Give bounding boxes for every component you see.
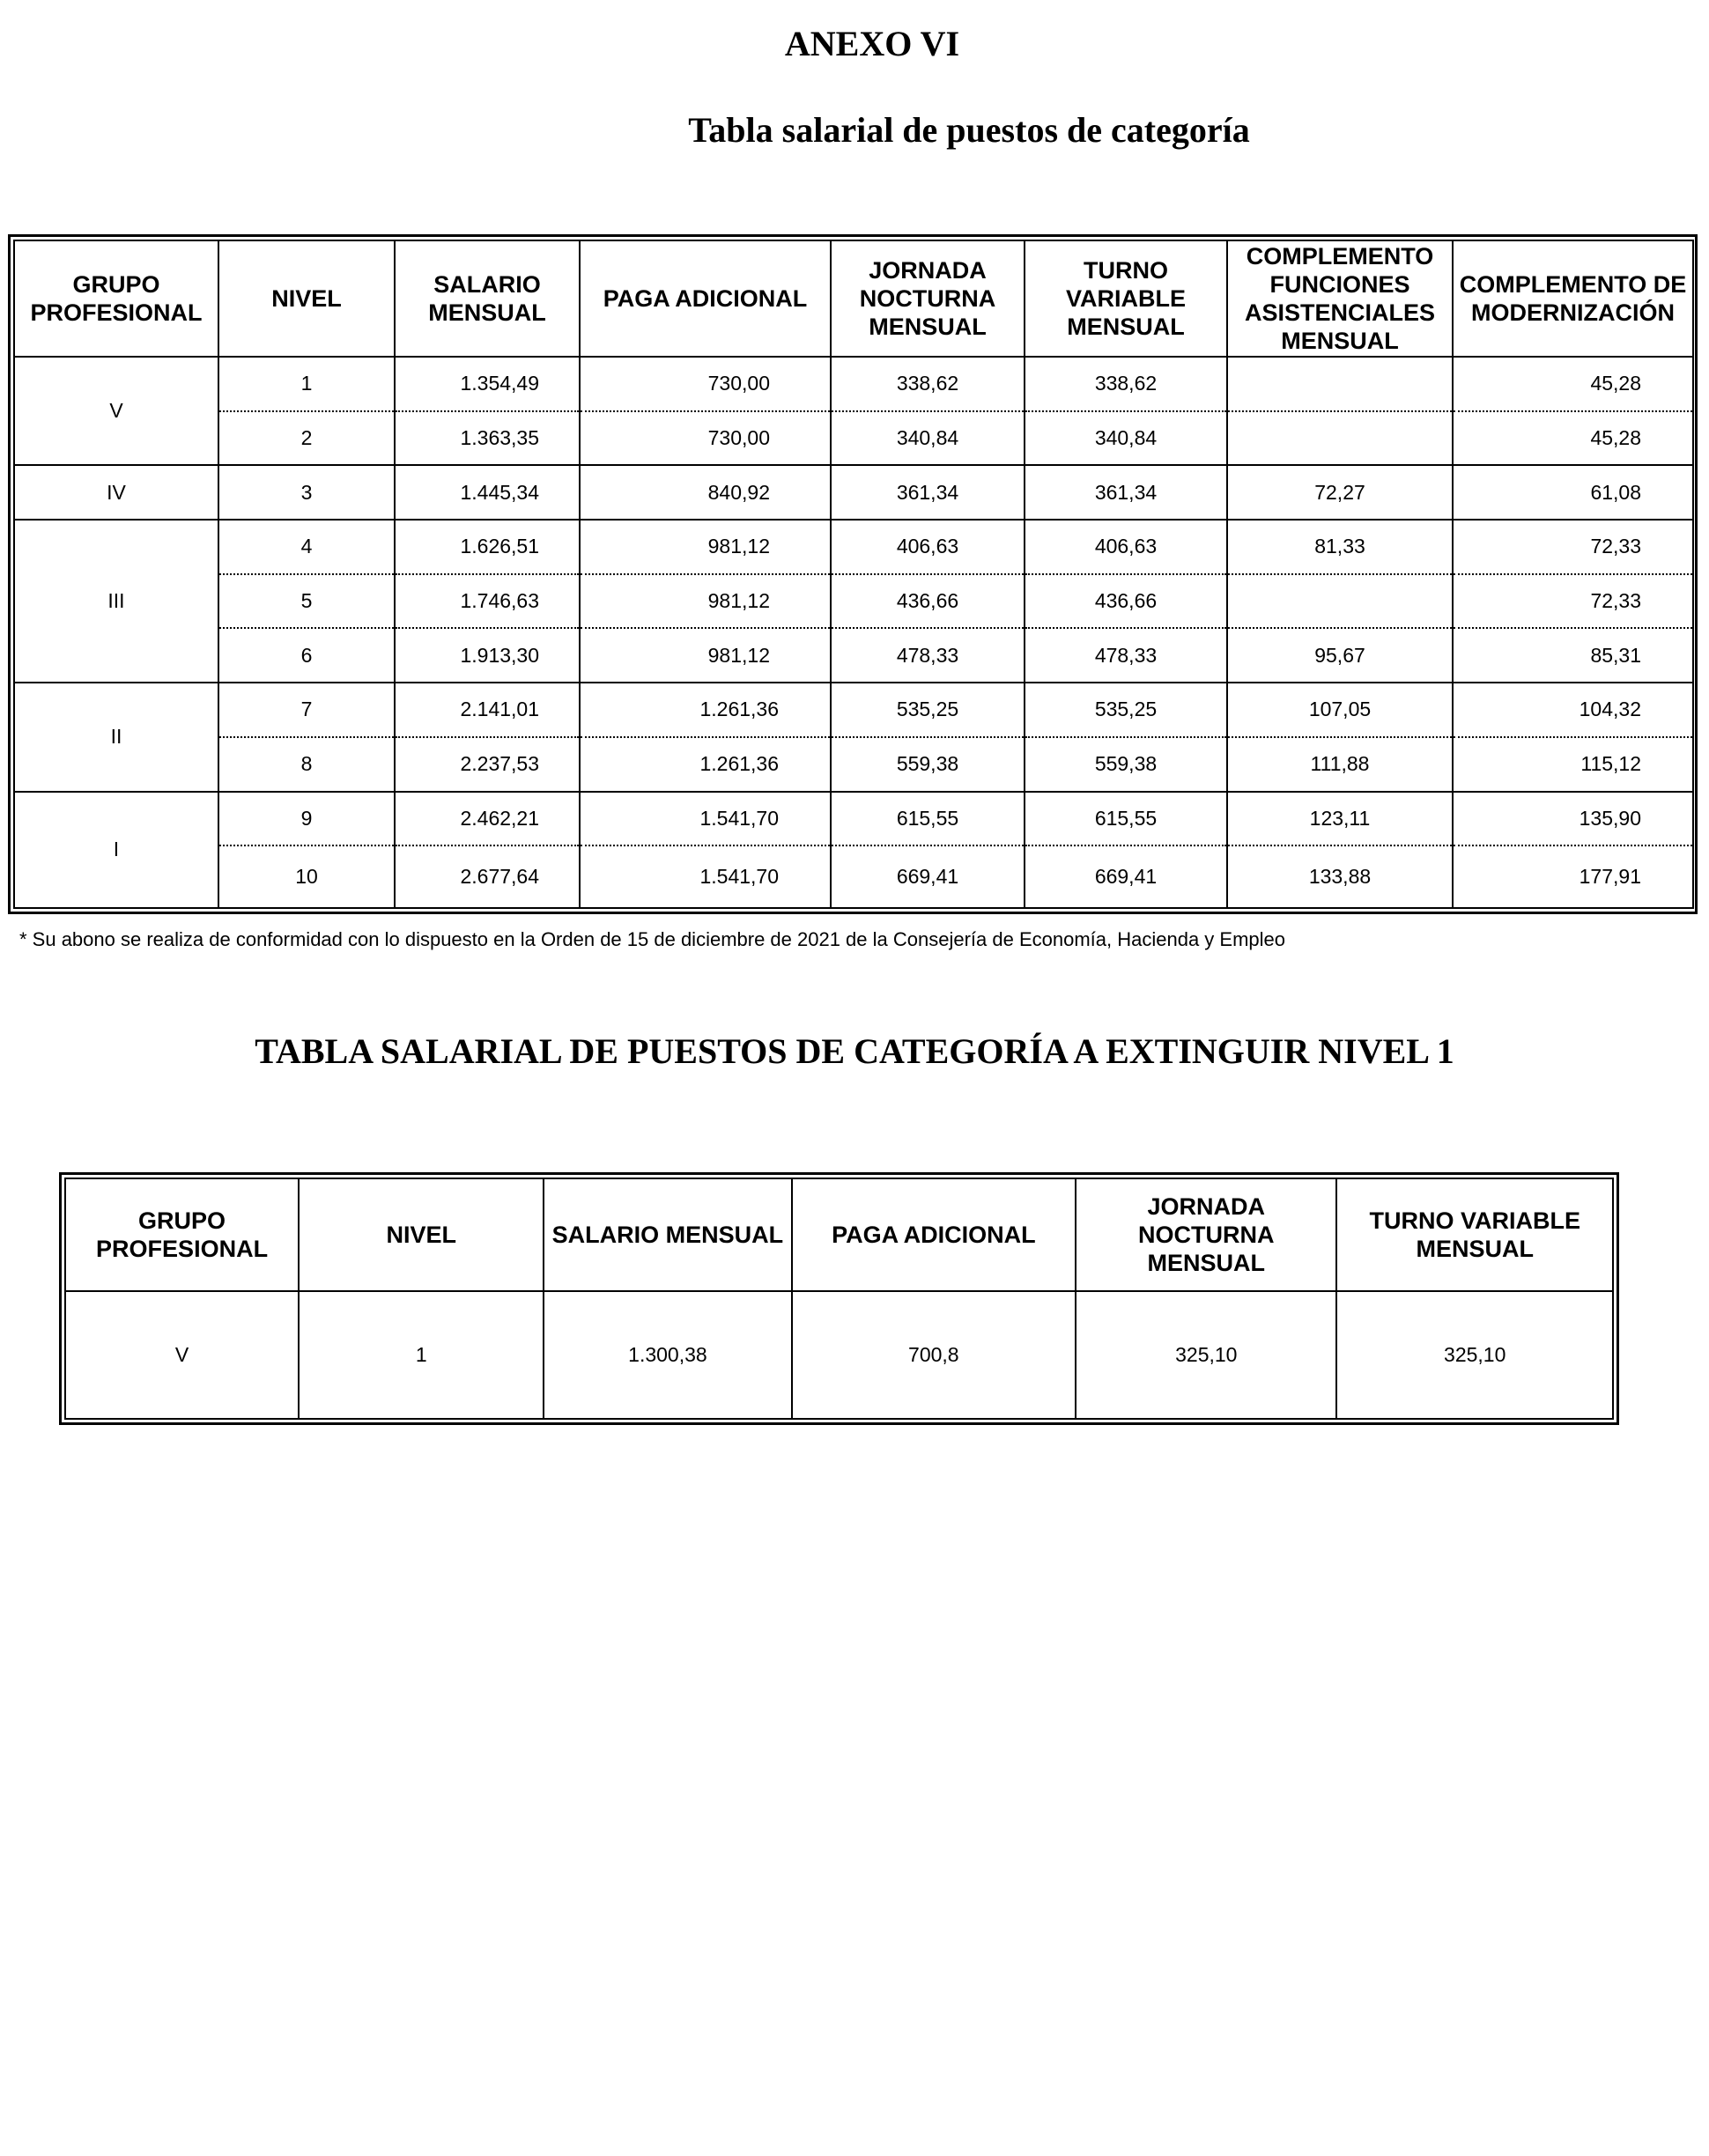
annex-title: ANEXO VI [784, 24, 960, 63]
table-row [14, 411, 1693, 466]
paga-cell: 981,12 [580, 574, 831, 629]
jornada-cell: 325,10 [1076, 1291, 1336, 1419]
table-row [65, 1291, 1613, 1419]
turno-cell: 535,25 [1025, 683, 1227, 737]
table-header-row [14, 240, 1693, 357]
table-row [14, 628, 1693, 683]
turno-cell: 361,34 [1025, 465, 1227, 520]
jornada-cell: 338,62 [831, 357, 1025, 411]
paga-cell: 1.541,70 [580, 845, 831, 908]
turno-cell: 338,62 [1025, 357, 1227, 411]
nivel-cell: 2 [218, 411, 395, 466]
group-cell: III [14, 520, 218, 683]
turno-cell: 615,55 [1025, 792, 1227, 846]
nivel-cell: 1 [299, 1291, 544, 1419]
jornada-cell: 669,41 [831, 845, 1025, 908]
funciones-cell [1227, 574, 1453, 629]
salario-cell: 2.237,53 [395, 737, 580, 792]
jornada-cell: 478,33 [831, 628, 1025, 683]
header-complemento-funciones: COMPLEMENTO FUNCIONES ASISTENCIALES MENSUAL [1227, 240, 1453, 357]
salario-cell: 2.141,01 [395, 683, 580, 737]
nivel-cell: 5 [218, 574, 395, 629]
group-cell: V [14, 357, 218, 465]
salary-table [8, 234, 1698, 914]
modernizacion-cell: 61,08 [1453, 465, 1693, 520]
table-row [14, 465, 1693, 520]
header-complemento-modernizacion: COMPLEMENTO DE MODERNIZACIÓN [1453, 240, 1693, 357]
extinguir-table [59, 1172, 1619, 1425]
nivel-cell: 7 [218, 683, 395, 737]
salario-cell: 2.462,21 [395, 792, 580, 846]
table-row [14, 683, 1693, 737]
paga-cell: 840,92 [580, 465, 831, 520]
funciones-cell [1227, 357, 1453, 411]
modernizacion-cell: 85,31 [1453, 628, 1693, 683]
group-cell: V [65, 1291, 299, 1419]
modernizacion-cell: 72,33 [1453, 520, 1693, 574]
turno-cell: 340,84 [1025, 411, 1227, 466]
paga-cell: 700,8 [792, 1291, 1076, 1419]
nivel-cell: 1 [218, 357, 395, 411]
salario-cell: 1.913,30 [395, 628, 580, 683]
table-row [14, 737, 1693, 792]
jornada-cell: 361,34 [831, 465, 1025, 520]
modernizacion-cell: 115,12 [1453, 737, 1693, 792]
turno-cell: 669,41 [1025, 845, 1227, 908]
jornada-cell: 436,66 [831, 574, 1025, 629]
table1-title: Tabla salarial de puestos de categoría [688, 110, 1250, 150]
footnote: * Su abono se realiza de conformidad con lo dispuesto en la Orden de 15 de diciembre de 2021 de la Consejería de Economía, Hacienda y Empleo [19, 928, 1286, 950]
jornada-cell: 559,38 [831, 737, 1025, 792]
salario-cell: 1.363,35 [395, 411, 580, 466]
table2-title: TABLA SALARIAL DE PUESTOS DE CATEGORÍA A EXTINGUIR NIVEL 1 [255, 1031, 1454, 1071]
salario-cell: 1.445,34 [395, 465, 580, 520]
modernizacion-cell: 177,91 [1453, 845, 1693, 908]
paga-cell: 1.261,36 [580, 683, 831, 737]
jornada-cell: 535,25 [831, 683, 1025, 737]
group-cell: I [14, 792, 218, 909]
turno-cell: 478,33 [1025, 628, 1227, 683]
modernizacion-cell: 45,28 [1453, 411, 1693, 466]
turno-cell: 325,10 [1336, 1291, 1613, 1419]
header-grupo: GRUPO PROFESIONAL [65, 1178, 299, 1291]
header-turno: TURNO VARIABLE MENSUAL [1025, 240, 1227, 357]
jornada-cell: 340,84 [831, 411, 1025, 466]
nivel-cell: 9 [218, 792, 395, 846]
table-row [14, 845, 1693, 908]
paga-cell: 730,00 [580, 411, 831, 466]
modernizacion-cell: 104,32 [1453, 683, 1693, 737]
turno-cell: 559,38 [1025, 737, 1227, 792]
table-row [14, 357, 1693, 411]
modernizacion-cell: 45,28 [1453, 357, 1693, 411]
header-nivel: NIVEL [299, 1178, 544, 1291]
paga-cell: 1.541,70 [580, 792, 831, 846]
funciones-cell: 133,88 [1227, 845, 1453, 908]
salario-cell: 1.300,38 [544, 1291, 791, 1419]
salary-table-grid [13, 240, 1694, 909]
funciones-cell: 81,33 [1227, 520, 1453, 574]
header-paga: PAGA ADICIONAL [792, 1178, 1076, 1291]
header-grupo: GRUPO PROFESIONAL [14, 240, 218, 357]
turno-cell: 406,63 [1025, 520, 1227, 574]
table-row [14, 792, 1693, 846]
table-row [14, 520, 1693, 574]
modernizacion-cell: 135,90 [1453, 792, 1693, 846]
jornada-cell: 406,63 [831, 520, 1025, 574]
header-nivel: NIVEL [218, 240, 395, 357]
funciones-cell: 72,27 [1227, 465, 1453, 520]
header-jornada: JORNADA NOCTURNA MENSUAL [1076, 1178, 1336, 1291]
jornada-cell: 615,55 [831, 792, 1025, 846]
nivel-cell: 10 [218, 845, 395, 908]
table-row [14, 574, 1693, 629]
header-turno: TURNO VARIABLE MENSUAL [1336, 1178, 1613, 1291]
header-paga: PAGA ADICIONAL [580, 240, 831, 357]
group-cell: IV [14, 465, 218, 520]
extinguir-table-grid [64, 1178, 1614, 1420]
paga-cell: 1.261,36 [580, 737, 831, 792]
nivel-cell: 6 [218, 628, 395, 683]
funciones-cell [1227, 411, 1453, 466]
salario-cell: 1.354,49 [395, 357, 580, 411]
header-jornada: JORNADA NOCTURNA MENSUAL [831, 240, 1025, 357]
group-cell: II [14, 683, 218, 791]
header-salario: SALARIO MENSUAL [395, 240, 580, 357]
funciones-cell: 111,88 [1227, 737, 1453, 792]
paga-cell: 981,12 [580, 628, 831, 683]
funciones-cell: 107,05 [1227, 683, 1453, 737]
nivel-cell: 4 [218, 520, 395, 574]
turno-cell: 436,66 [1025, 574, 1227, 629]
paga-cell: 730,00 [580, 357, 831, 411]
funciones-cell: 123,11 [1227, 792, 1453, 846]
header-salario: SALARIO MENSUAL [544, 1178, 791, 1291]
funciones-cell: 95,67 [1227, 628, 1453, 683]
nivel-cell: 8 [218, 737, 395, 792]
paga-cell: 981,12 [580, 520, 831, 574]
salario-cell: 1.626,51 [395, 520, 580, 574]
table-header-row [65, 1178, 1613, 1291]
nivel-cell: 3 [218, 465, 395, 520]
salario-cell: 1.746,63 [395, 574, 580, 629]
salario-cell: 2.677,64 [395, 845, 580, 908]
modernizacion-cell: 72,33 [1453, 574, 1693, 629]
